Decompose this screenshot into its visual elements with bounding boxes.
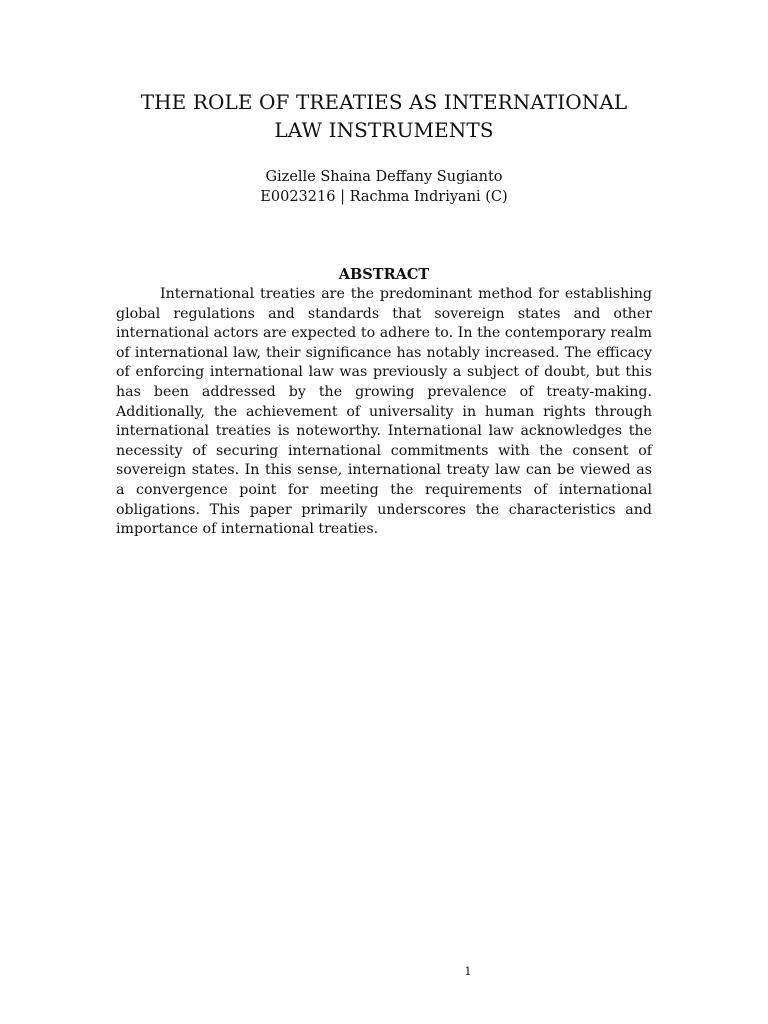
page-number: 1 [464, 965, 472, 978]
paper-title: THE ROLE OF TREATIES AS INTERNATIONAL LAW INSTRUMENTS [140, 90, 628, 142]
supervisor-name: Rachma Indriyani (C) [349, 189, 508, 205]
author-separator: | [340, 189, 345, 205]
student-id: E0023216 [260, 189, 336, 205]
author-details [116, 187, 652, 207]
abstract-paragraph: International treaties are the predominant method for establishing global regulations and standards that sovereign states and other international actors are expected to adhere to. In the contemporary realm of international law, their significance has notably increased. The efficacy of enforcing international law was previously a subject of doubt, but this has been addressed by the growing prevalence of treaty-making. Additionally, the achievement of universality in human rights through international treaties is noteworthy. International law acknowledges the necessity of securing international commitments with the consent of sovereign states. In this sense, international treaty law can be viewed as a convergence point for meeting the requirements of international obligations. This paper primarily underscores the characteristics and importance of international treaties. [116, 286, 652, 538]
author-block [116, 167, 652, 207]
abstract-heading: ABSTRACT [338, 266, 430, 283]
author-name: Gizelle Shaina Deffany Sugianto [265, 169, 503, 185]
